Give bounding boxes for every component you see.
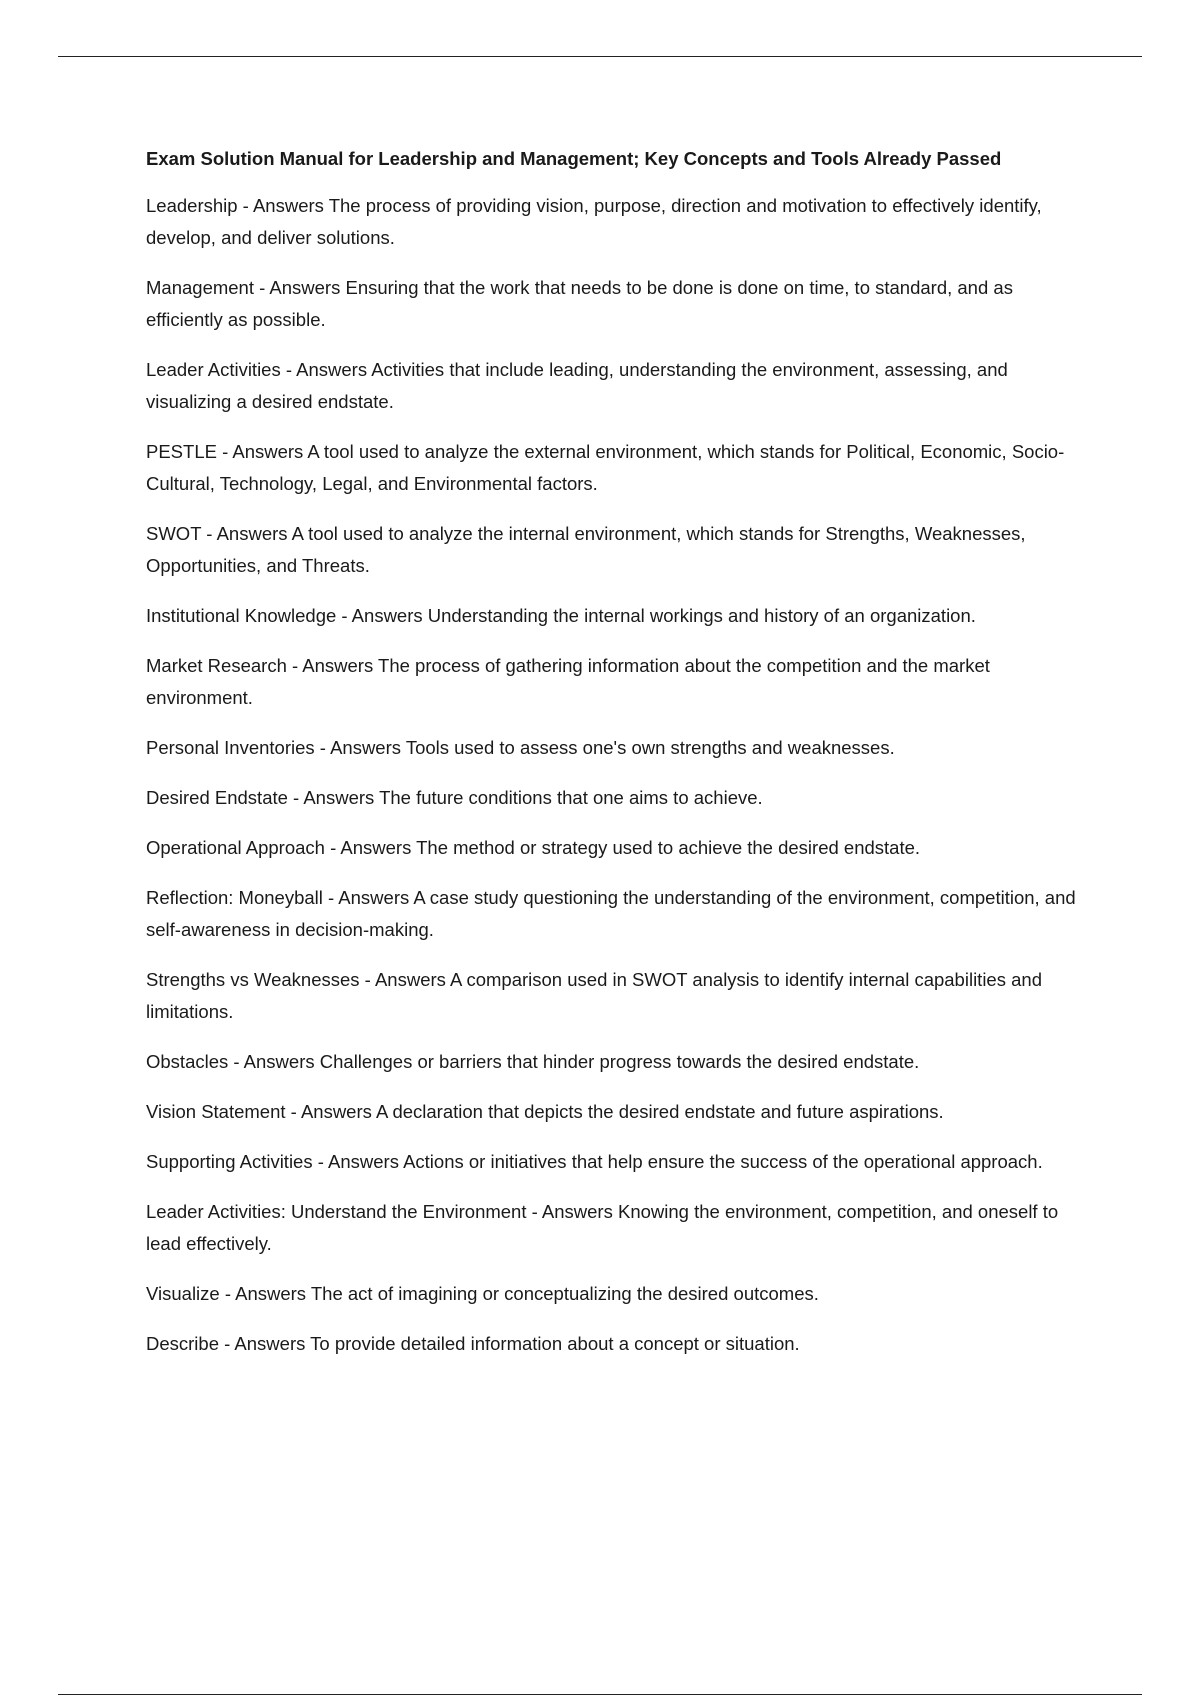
document-title: Exam Solution Manual for Leadership and Management; Key Concepts and Tools Already Passed (146, 148, 1002, 169)
definition-entry: Personal Inventories - Answers Tools used to assess one's own strengths and weaknesses. (146, 737, 895, 758)
definition-entry: Institutional Knowledge - Answers Understanding the internal workings and history of an organization. (146, 605, 976, 626)
definition-entry: Obstacles - Answers Challenges or barriers that hinder progress towards the desired endstate. (146, 1051, 920, 1072)
definition-entry: Market Research - Answers The process of gathering information about the competition and the market environment. (146, 655, 990, 708)
definition-entry: Visualize - Answers The act of imagining or conceptualizing the desired outcomes. (146, 1283, 819, 1304)
header-rule (58, 56, 1142, 57)
definition-entry: Reflection: Moneyball - Answers A case study questioning the understanding of the environment, competition, and self-awareness in decision-making. (146, 887, 1076, 940)
definition-entry: PESTLE - Answers A tool used to analyze the external environment, which stands for Political, Economic, Socio-Cultural, Technology, Legal, and Environmental factors. (146, 441, 1065, 494)
definition-entry: Leader Activities - Answers Activities that include leading, understanding the environment, assessing, and visualizing a desired endstate. (146, 359, 1008, 412)
definition-entry: Supporting Activities - Answers Actions or initiatives that help ensure the success of the operational approach. (146, 1151, 1043, 1172)
definition-entry: Leader Activities: Understand the Environment - Answers Knowing the environment, competition, and oneself to lead effectively. (146, 1201, 1059, 1254)
definition-entry: Strengths vs Weaknesses - Answers A comparison used in SWOT analysis to identify internal capabilities and limitations. (146, 969, 1042, 1022)
definition-entry: Desired Endstate - Answers The future conditions that one aims to achieve. (146, 787, 763, 808)
definition-entry: Leadership - Answers The process of providing vision, purpose, direction and motivation to effectively identify, develop, and deliver solutions. (146, 195, 1042, 248)
definition-list (146, 190, 1086, 1360)
document-body (146, 144, 1086, 1378)
definition-entry: Describe - Answers To provide detailed information about a concept or situation. (146, 1333, 800, 1354)
definition-entry: Management - Answers Ensuring that the work that needs to be done is done on time, to standard, and as efficiently as possible. (146, 277, 1013, 330)
definition-entry: SWOT - Answers A tool used to analyze the internal environment, which stands for Strengths, Weaknesses, Opportunities, and Threats. (146, 523, 1026, 576)
footer-rule (58, 1694, 1142, 1695)
definition-entry: Operational Approach - Answers The method or strategy used to achieve the desired endstate. (146, 837, 921, 858)
definition-entry: Vision Statement - Answers A declaration that depicts the desired endstate and future aspirations. (146, 1101, 944, 1122)
